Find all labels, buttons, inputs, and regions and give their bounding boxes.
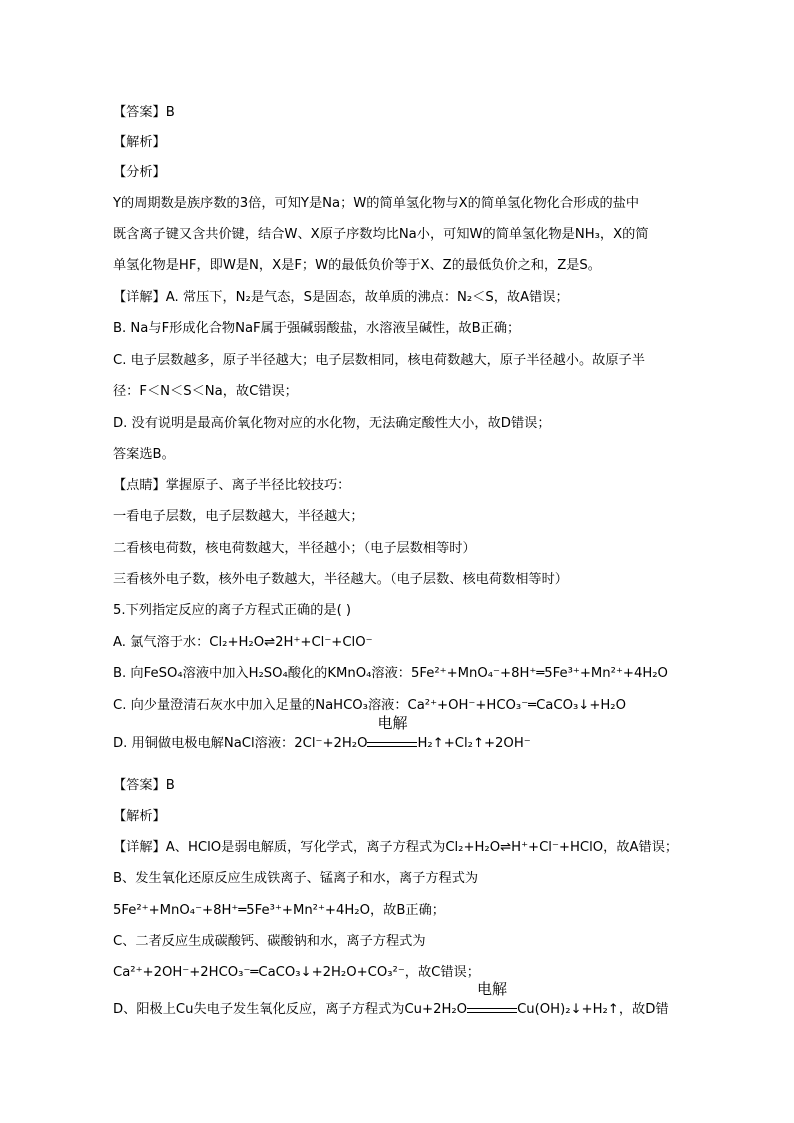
question-5-option-c: C. 向少量澄清石灰水中加入足量的NaHCO₃溶液：Ca²⁺+OH⁻+HCO₃⁻═CaCO₃↓+H₂O <box>113 698 626 713</box>
electrolysis-arrow <box>367 714 417 747</box>
detail-d <box>113 980 669 1019</box>
tip-heading: 【点睛】掌握原子、离子半径比较技巧： <box>113 478 351 493</box>
electrolysis-label-2: 电解 <box>477 980 508 998</box>
detail-d-right: Cu(OH)₂↓+H₂↑，故D错 <box>517 1002 669 1017</box>
analysis-label-2: 【解析】 <box>113 809 166 824</box>
option-d-left: D. 用铜做电极电解NaCl溶液：2Cl⁻+2H₂O <box>113 736 368 751</box>
question-5-option-d <box>113 714 531 753</box>
fenxi-label: 【分析】 <box>113 165 166 180</box>
detail-b-equation: 5Fe²⁺+MnO₄⁻+8H⁺═5Fe³⁺+Mn²⁺+4H₂O，故B正确； <box>113 903 445 918</box>
detail-c: C、二者反应生成碳酸钙、碳酸钠和水，离子方程式为 <box>113 934 426 949</box>
answer-choice: 答案选B。 <box>113 447 175 462</box>
option-d-explain: D. 没有说明是最高价氧化物对应的水化物，无法确定酸性大小，故D错误； <box>113 416 551 431</box>
detail-d-left: D、阳极上Cu失电子发生氧化反应，离子方程式为Cu+2H₂O <box>113 1002 468 1017</box>
option-c-explain: C. 电子层数越多，原子半径越大；电子层数相同，核电荷数越大，原子半径越小。故原子半 <box>113 353 645 368</box>
electrolysis-label: 电解 <box>377 714 408 732</box>
question-5-stem: 5.下列指定反应的离子方程式正确的是( ) <box>113 603 352 618</box>
tip-line: 一看电子层数，电子层数越大，半径越大； <box>113 509 364 524</box>
detail-a: 【详解】A、HClO是弱电解质，写化学式，离子方程式为Cl₂+H₂O⇌H⁺+Cl⁻+HClO，故A错误； <box>113 840 679 855</box>
answer-label-2: 【答案】B <box>113 778 175 793</box>
tip-line: 二看核电荷数，核电荷数越大，半径越小；（电子层数相等时） <box>113 541 476 556</box>
option-b-explain: B. Na与F形成化合物NaF属于强碱弱酸盐，水溶液呈碱性，故B正确； <box>113 321 521 336</box>
question-5-option-a: A. 氯气溶于水：Cl₂+H₂O⇌2H⁺+Cl⁻+ClO⁻ <box>113 635 373 650</box>
text-line: Y的周期数是族序数的3倍，可知Y是Na；W的简单氢化物与X的简单氢化物化合形成的盐中 <box>113 196 640 211</box>
text-line: 单氢化物是HF，即W是N，X是F；W的最低负价等于X、Z的最低负价之和，Z是S。 <box>113 258 601 273</box>
option-d-right: H₂↑+Cl₂↑+2OH⁻ <box>417 736 531 751</box>
answer-label-1: 【答案】B <box>113 105 175 120</box>
tip-line: 三看核外电子数，核外电子数越大，半径越大。（电子层数、核电荷数相等时） <box>113 572 568 587</box>
text-line: 既含离子键又含共价键，结合W、X原子序数均比Na小，可知W的简单氢化物是NH₃，X的简 <box>113 227 649 242</box>
detail-c-equation: Ca²⁺+2OH⁻+2HCO₃⁻═CaCO₃↓+2H₂O+CO₃²⁻，故C错误； <box>113 965 480 980</box>
detail-b: B、发生氧化还原反应生成铁离子、锰离子和水，离子方程式为 <box>113 871 479 886</box>
electrolysis-bar <box>367 742 417 747</box>
electrolysis-bar-2 <box>467 1008 517 1013</box>
analysis-label-1: 【解析】 <box>113 135 166 150</box>
electrolysis-arrow-2 <box>467 980 517 1013</box>
option-c-explain-cont: 径：F＜N＜S＜Na，故C错误； <box>113 384 298 399</box>
detail-line: 【详解】A. 常压下，N₂是气态，S是固态，故单质的沸点：N₂＜S，故A错误； <box>113 290 569 305</box>
question-5-option-b: B. 向FeSO₄溶液中加入H₂SO₄酸化的KMnO₄溶液：5Fe²⁺+MnO₄⁻+8H⁺═5Fe³⁺+Mn²⁺+4H₂O <box>113 666 668 681</box>
